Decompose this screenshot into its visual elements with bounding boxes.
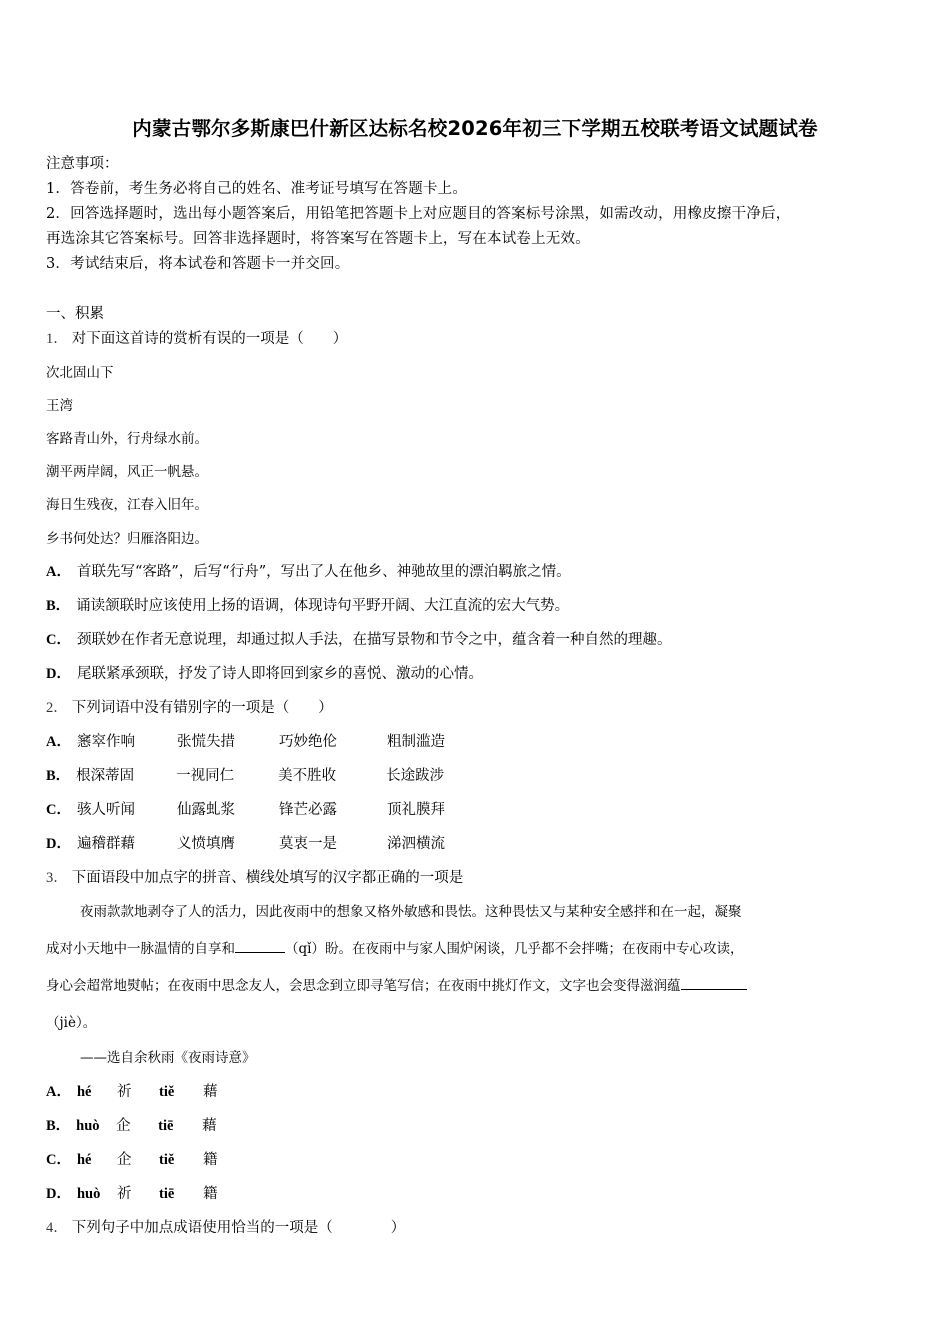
option-label: C． xyxy=(46,1152,71,1168)
option-text: 诵读颔联时应该使用上扬的语调，体现诗句平野开阔、大江直流的宏大气势。 xyxy=(76,598,570,614)
q3-option-a xyxy=(46,1080,217,1101)
q2-option-a xyxy=(46,730,445,751)
option-label: C． xyxy=(46,632,71,648)
q3-option-d xyxy=(46,1182,217,1203)
fill-blank xyxy=(235,938,285,953)
q3-option-c xyxy=(46,1148,217,1169)
question-stem: 对下面这首诗的赏析有误的一项是（ ） xyxy=(71,331,348,347)
pinyin: tiē xyxy=(158,1186,175,1202)
word: 锋芒必露 xyxy=(278,802,337,818)
pinyin: tiě xyxy=(158,1152,175,1168)
character: 企 xyxy=(116,1118,131,1134)
word: 骇人听闻 xyxy=(76,802,135,818)
word: 顶礼膜拜 xyxy=(386,802,445,818)
option-label: B． xyxy=(46,598,71,614)
passage-line: 夜雨款款地剥夺了人的活力，因此夜雨中的想象又格外敏感和畏怯。这种畏怯又与某种安全感拌和在一起，凝聚 xyxy=(80,904,742,920)
passage-text: 成对小天地中一脉温情的自享和 xyxy=(46,941,235,957)
poem-author: 王湾 xyxy=(46,398,73,414)
q1-option-d xyxy=(46,662,483,683)
word: 粗制滥造 xyxy=(386,734,445,750)
word: 涕泗横流 xyxy=(386,836,445,852)
question-2 xyxy=(46,696,333,717)
passage-line: （jiè）。 xyxy=(46,1015,97,1031)
option-label: A． xyxy=(46,1084,71,1100)
question-1 xyxy=(46,327,347,348)
option-label: B． xyxy=(46,768,71,784)
question-stem: 下列句子中加点成语使用恰当的一项是（ ） xyxy=(71,1220,406,1236)
fill-blank xyxy=(681,975,747,990)
poem-line: 客路青山外，行舟绿水前。 xyxy=(46,431,208,447)
option-label: D． xyxy=(46,1186,71,1202)
word: 仙露虬浆 xyxy=(176,802,235,818)
exam-title: 内蒙古鄂尔多斯康巴什新区达标名校2026年初三下学期五校联考语文试题试卷 xyxy=(132,117,818,140)
passage-line xyxy=(46,937,743,957)
passage-text: 身心会超常地熨帖；在夜雨中思念友人，会思念到立即寻笔写信；在夜雨中挑灯作文，文字也会变得滋润蕴 xyxy=(46,978,681,994)
pinyin: tiě xyxy=(158,1084,175,1100)
question-number: 3． xyxy=(46,870,68,886)
notice-heading: 注意事项： xyxy=(46,156,119,172)
character: 藉 xyxy=(202,1118,217,1134)
pinyin: huò xyxy=(76,1118,100,1134)
character: 祈 xyxy=(116,1186,132,1202)
passage-line xyxy=(46,974,747,994)
question-number: 1． xyxy=(46,331,68,347)
pinyin: hé xyxy=(76,1152,92,1168)
poem-line: 海日生残夜，江春入旧年。 xyxy=(46,497,208,513)
word: 根深蒂固 xyxy=(76,768,135,784)
option-label: A． xyxy=(46,564,71,580)
character: 籍 xyxy=(202,1152,218,1168)
question-3 xyxy=(46,866,463,887)
q3-option-b xyxy=(46,1114,217,1135)
word: 莫衷一是 xyxy=(278,836,337,852)
poem-title: 次北固山下 xyxy=(46,365,114,381)
q2-option-c xyxy=(46,798,445,819)
option-label: D． xyxy=(46,836,71,852)
pinyin: huò xyxy=(76,1186,101,1202)
pinyin: tiē xyxy=(158,1118,174,1134)
option-label: C． xyxy=(46,802,71,818)
q2-option-d xyxy=(46,832,445,853)
passage-text: （qǐ）盼。在夜雨中与家人围炉闲谈，几乎都不会拌嘴；在夜雨中专心攻读， xyxy=(285,941,744,957)
notice-item: 再选涂其它答案标号。回答非选择题时，将答案写在答题卡上，写在本试卷上无效。 xyxy=(46,231,590,247)
q1-option-b xyxy=(46,594,569,615)
poem-line: 乡书何处达？归雁洛阳边。 xyxy=(46,531,208,547)
option-label: B． xyxy=(46,1118,71,1134)
q1-option-a xyxy=(46,560,571,581)
character: 籍 xyxy=(202,1186,218,1202)
option-text: 首联先写“客路”，后写“行舟”，写出了人在他乡、神驰故里的漂泊羁旅之情。 xyxy=(76,564,571,580)
notice-item: 2．回答选择题时，选出每小题答案后，用铅笔把答题卡上对应题目的答案标号涂黑，如需改动，用橡皮擦干净后， xyxy=(46,206,791,222)
notice-item: 1．答卷前，考生务必将自己的姓名、准考证号填写在答题卡上。 xyxy=(46,181,468,197)
word: 一视同仁 xyxy=(176,768,235,784)
notice-item: 3．考试结束后，将本试卷和答题卡一并交回。 xyxy=(46,256,350,272)
word: 义愤填膺 xyxy=(176,836,235,852)
option-text: 尾联紧承颈联，抒发了诗人即将回到家乡的喜悦、激动的心情。 xyxy=(76,666,483,682)
character: 藉 xyxy=(202,1084,218,1100)
question-4 xyxy=(46,1216,405,1237)
passage-source: ——选自余秋雨《夜雨诗意》 xyxy=(80,1050,256,1066)
character: 祈 xyxy=(116,1084,132,1100)
pinyin: hé xyxy=(76,1084,92,1100)
q1-option-c xyxy=(46,628,671,649)
word: 遍稽群藉 xyxy=(76,836,135,852)
option-label: D． xyxy=(46,666,71,682)
question-number: 2． xyxy=(46,700,68,716)
word: 窸窣作响 xyxy=(76,734,135,750)
option-label: A． xyxy=(46,734,71,750)
word: 美不胜收 xyxy=(278,768,337,784)
question-stem: 下面语段中加点字的拼音、横线处填写的汉字都正确的一项是 xyxy=(71,870,464,886)
word: 张慌失措 xyxy=(176,734,235,750)
word: 巧妙绝伦 xyxy=(278,734,337,750)
word: 长途跋涉 xyxy=(386,768,445,784)
q2-option-b xyxy=(46,764,444,785)
poem-line: 潮平两岸阔，风正一帆悬。 xyxy=(46,464,208,480)
question-number: 4． xyxy=(46,1220,68,1236)
option-text: 颈联妙在作者无意说理，却通过拟人手法，在描写景物和节令之中，蕴含着一种自然的理趣。 xyxy=(76,632,672,648)
character: 企 xyxy=(116,1152,132,1168)
section-heading: 一、积累 xyxy=(46,306,104,322)
question-stem: 下列词语中没有错别字的一项是（ ） xyxy=(71,700,333,716)
